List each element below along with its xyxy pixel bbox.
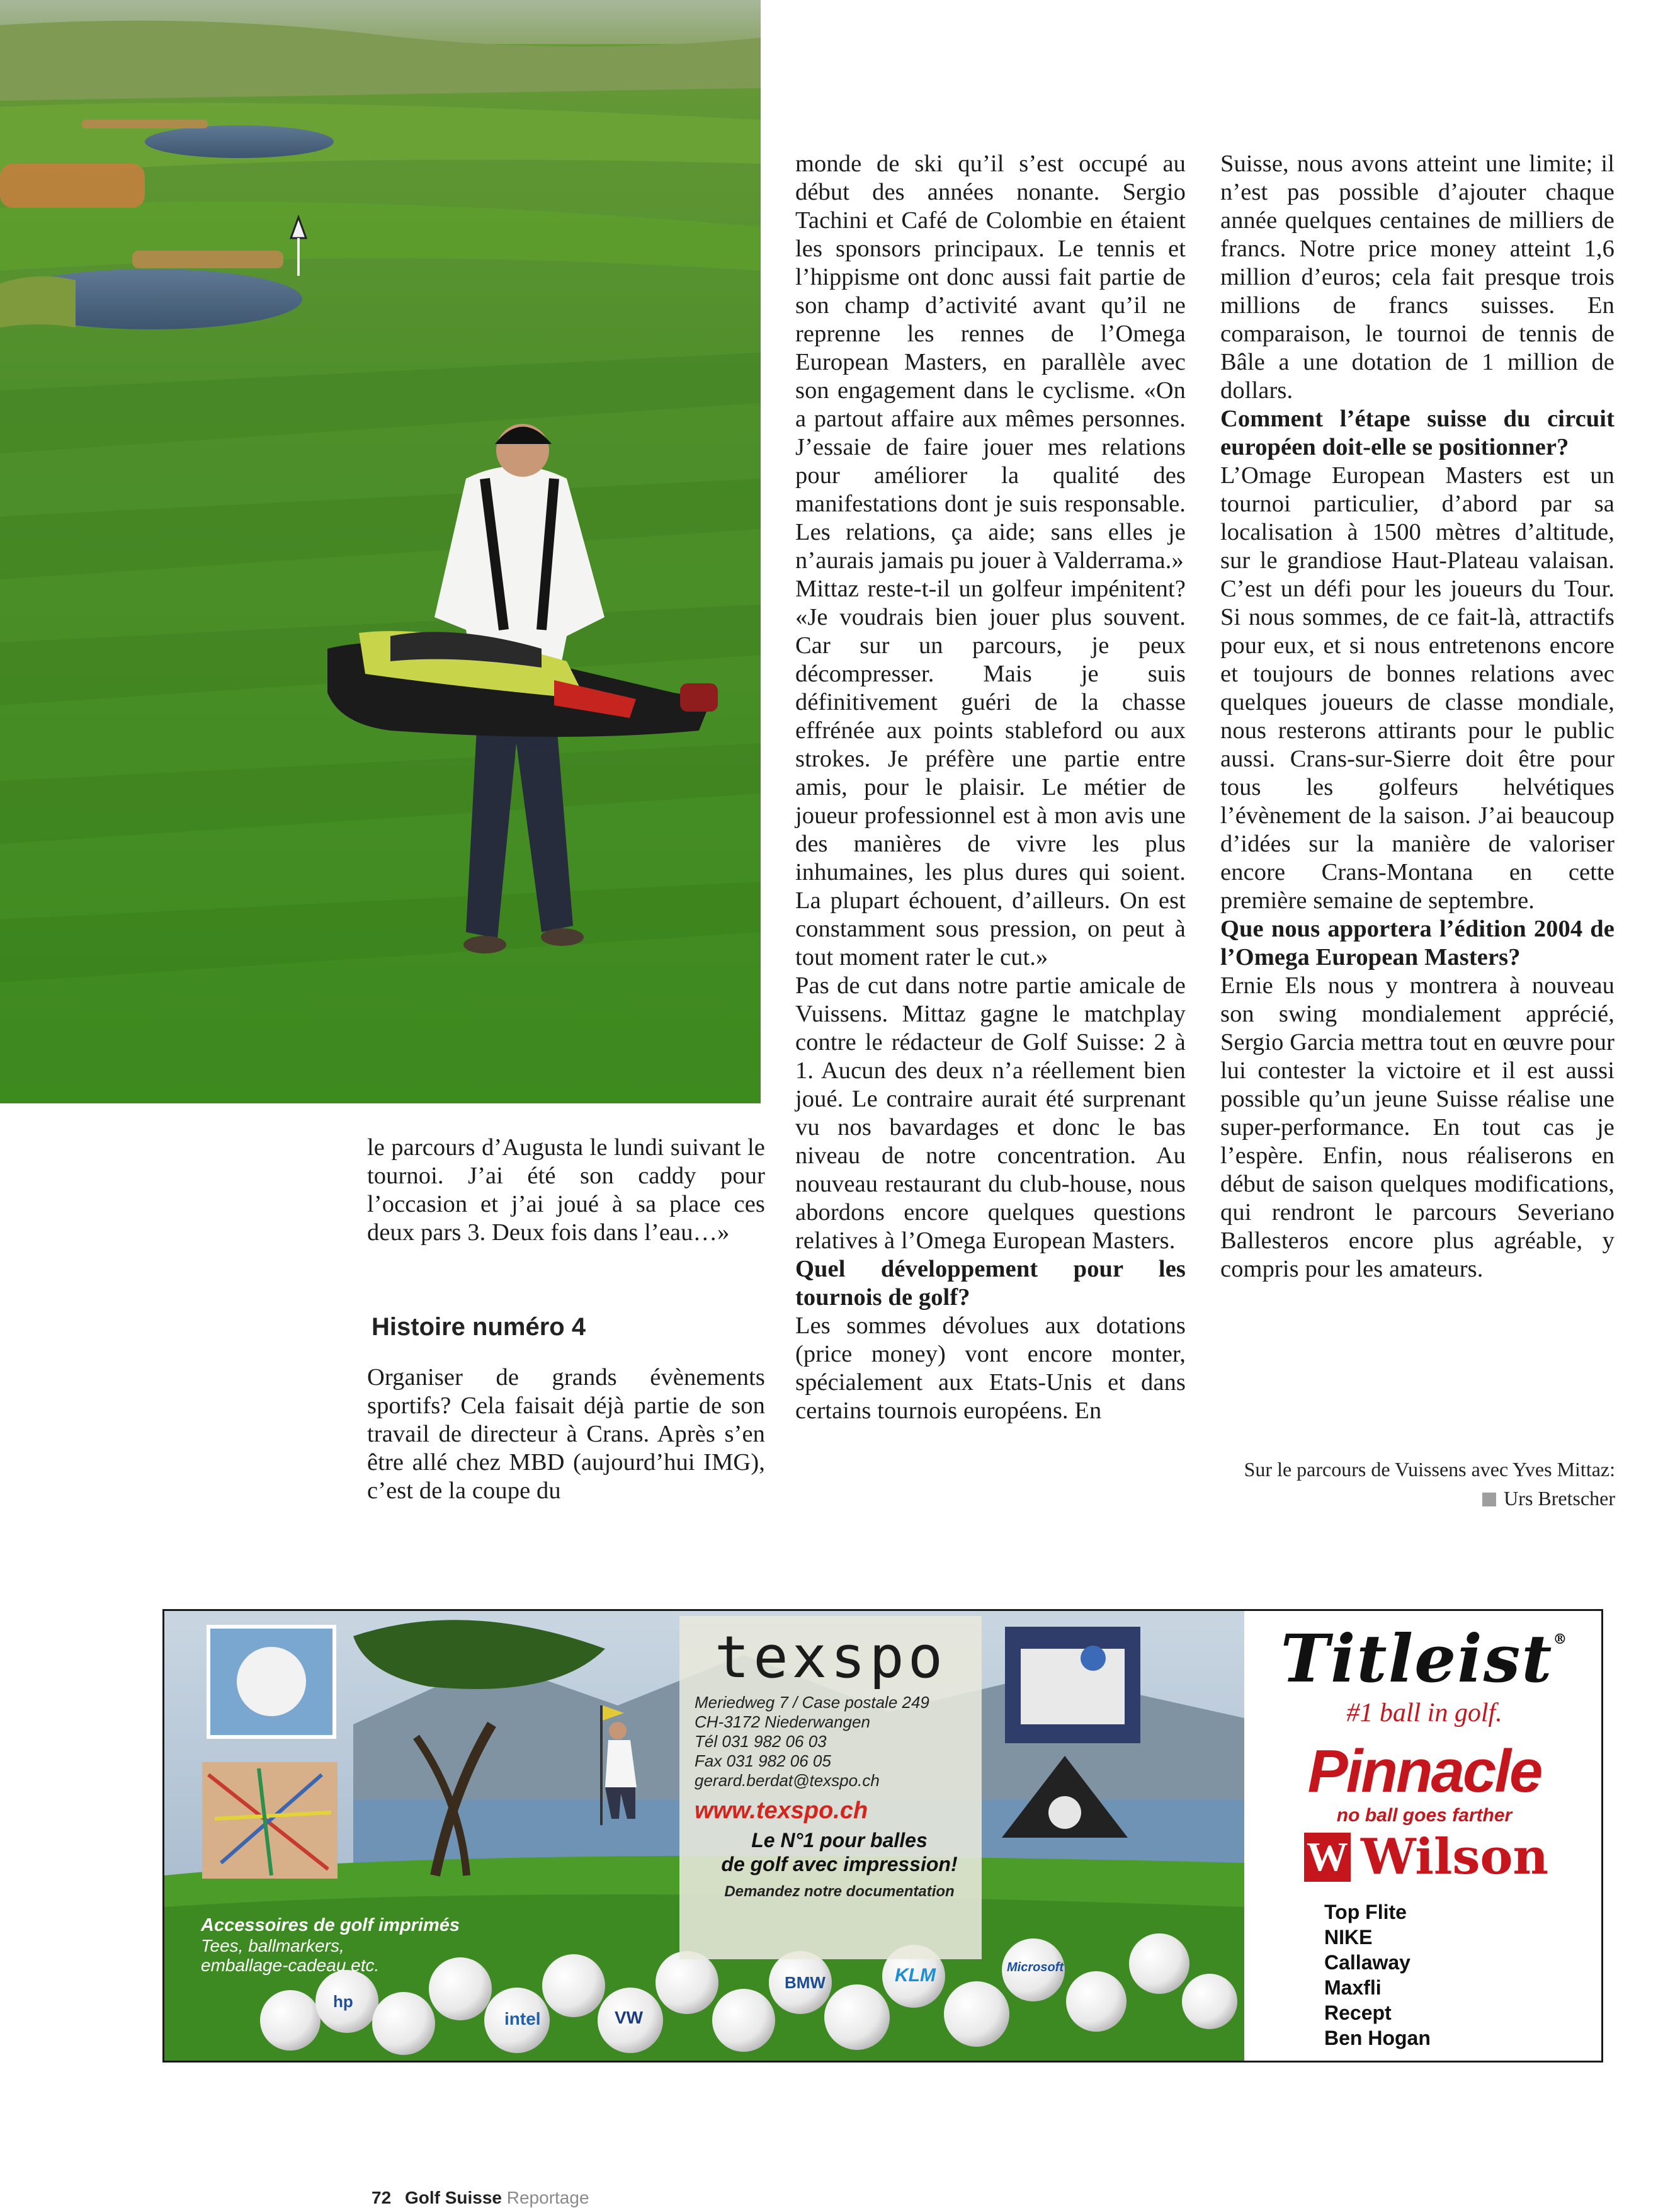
pinnacle-logo: Pinnacle: [1307, 1738, 1541, 1805]
page-footer: [372, 2188, 589, 2208]
photo-caption: [1225, 1455, 1615, 1513]
caption-text: Sur le parcours de Vuissens avec Yves Mittaz:: [1244, 1458, 1615, 1481]
paragraph: Organiser de grands évènements sportifs? Cela faisait déjà partie de son travail de directeur à Crans. Après s’en être allé chez MBD (aujourd’hui IMG), c’est de la coupe du: [367, 1364, 765, 1504]
text-column-2: [795, 150, 1186, 1425]
brand-item: Recept: [1324, 2001, 1392, 2024]
section-name: Reportage: [506, 2188, 589, 2207]
text-column-1-continued: [367, 1363, 765, 1505]
accessories-title: Accessoires de golf imprimés: [201, 1915, 460, 1935]
ball-logo-klm: KLM: [895, 1965, 936, 1986]
brand-item: Ben Hogan: [1324, 2027, 1431, 2049]
accessories-text: [201, 1915, 553, 1975]
paragraph: L’Omage European Masters est un tournoi particulier, d’abord par sa localisation à 1500 mètres d’altitude, sur le grandiose Haut-Plateau valaisan. C’est un défi pour les joueurs du Tour. Si nous sommes, de ce fait-là, attractifs pour eux, et si nous entretenons encore et toujours de bonnes relations avec quelques joueurs de classe mondiale, nous resterons attirants pour le public aussi. Crans-sur-Sierre doit être pour tous les golfeurs helvétiques l’évènement de la saison. J’ai beaucoup d’idées sur la manière de valoriser encore Crans-Montana en cette première semaine de septembre.: [1220, 462, 1615, 914]
ball-logo-microsoft: Microsoft: [1007, 1960, 1064, 1974]
slogan-line: de golf avec impression!: [721, 1853, 958, 1875]
paragraph: Les sommes dévolues aux dotations (price money) vont encore monter, spécialement aux Etats-Unis et dans certains tournois européens. En: [795, 1312, 1186, 1424]
brand-item: Top Flite: [1324, 1901, 1407, 1923]
section-heading: Histoire numéro 4: [372, 1313, 586, 1341]
text-column-3: [1220, 150, 1615, 1283]
registered-mark: ®: [1553, 1631, 1569, 1647]
ball-logo-bmw: BMW: [785, 1973, 826, 1992]
brand-list: [1324, 1899, 1576, 2051]
texspo-address: [695, 1693, 972, 1790]
paragraph: monde de ski qu’il s’est occupé au début des années nonante. Sergio Tachini et Café de Colombie en étaient les sponsors principaux. Le tennis et l’hippisme ont donc aussi fait partie de son champ d’activité avant qu’il ne reprenne les rennes de l’Omega European Masters, en parallèle avec son engagement dans le cyclisme. «On a partout affaire aux mêmes personnes. J’essaie de faire jouer mes relations pour améliorer la qualité des manifestations dont je suis responsable. Les relations, ça aide; sans elles je n’aurais jamais pu jouer à Valderrama.»: [795, 151, 1186, 574]
fax-number: Fax 031 982 06 05: [695, 1751, 831, 1770]
page-number: 72: [372, 2188, 392, 2207]
interview-question: Que nous apportera l’édition 2004 de l’Omega European Masters?: [1220, 916, 1615, 970]
brands-panel: [1247, 1611, 1601, 2061]
ball-logo-intel: intel: [504, 2009, 541, 2029]
paragraph: Suisse, nous avons atteint une limite; il n’est pas possible d’ajouter chaque année quelques centaines de milliers de francs. Notre price money atteint 1,6 million d’euros; cela fait presque trois millions de francs suisses. En comparaison, le tournoi de tennis de Bâle a une dotation de 1 million de dollars.: [1220, 151, 1615, 404]
paragraph: Mittaz reste-t-il un golfeur impénitent? «Je voudrais bien jouer plus souvent. Car sur un parcours, je peux décompresser. Mais je suis définitivement guéri de la chasse effrénée aux points stableford ou aux strokes. Je préfère une partie entre amis, pour le plaisir. Le métier de joueur professionnel est à mon avis une des manières de vivre les plus inhumaines, les plus dures qui soient. La plupart échouent, d’ailleurs. On est constamment sous pression, on peut à tout moment rater le cut.»: [795, 576, 1186, 970]
paragraph: Ernie Els nous y montrera à nouveau son swing mondialement apprécié, Sergio Garcia mettra tout en œuvre pour lui contester la victoire et il est aussi possible qu’un jeune Suisse réalise une super-performance. En tout cas je l’espère. Enfin, nous réaliserons en début de saison quelques modifications, qui rendront le parcours Severiano Ballesteros encore plus agréable, y compris pour les amateurs.: [1220, 972, 1615, 1282]
interview-question: Quel développement pour les tournois de golf?: [795, 1256, 1186, 1311]
phone-number: Tél 031 982 06 03: [695, 1732, 827, 1751]
credit-square-icon: [1482, 1493, 1496, 1506]
email-link[interactable]: gerard.berdat@texspo.ch: [695, 1771, 880, 1790]
texspo-advertisement[interactable]: [162, 1609, 1603, 2063]
brand-item: Callaway: [1324, 1951, 1410, 1974]
documentation-request: Demandez notre documentation: [724, 1883, 955, 1900]
slogan-line: Le N°1 pour balles: [751, 1829, 928, 1852]
brand-item: NIKE: [1324, 1926, 1373, 1949]
photo-credit: [1225, 1484, 1615, 1513]
titleist-tagline: #1 ball in golf.: [1346, 1699, 1502, 1727]
address-line: Meriedweg 7 / Case postale 249: [695, 1693, 929, 1712]
address-line: CH-3172 Niederwangen: [695, 1712, 870, 1731]
wilson-logo: Wilson: [1361, 1828, 1549, 1886]
brand-item: Maxfli: [1324, 1976, 1382, 1999]
texspo-slogan: [695, 1828, 984, 1876]
paragraph: le parcours d’Augusta le lundi suivant le tournoi. J’ai été son caddy pour l’occasion et j’ai joué à sa place ces deux pars 3. Deux fois dans l’eau…»: [367, 1134, 765, 1246]
titleist-wordmark: Titleist: [1280, 1620, 1553, 1697]
accessories-line: Tees, ballmarkers,: [201, 1936, 344, 1955]
titleist-logo: [1247, 1620, 1601, 1697]
accessories-line: emballage-cadeau etc.: [201, 1955, 380, 1975]
ball-logo-hp: hp: [333, 1992, 353, 2011]
pinnacle-tagline: no ball goes farther: [1336, 1805, 1513, 1826]
wilson-w-icon: W: [1304, 1833, 1351, 1882]
golfer-photo: [0, 0, 761, 1103]
texspo-logo: texspo: [714, 1624, 947, 1691]
paragraph: Pas de cut dans notre partie amicale de Vuissens. Mittaz gagne le matchplay contre le rédacteur de Golf Suisse: 2 à 1. Aucun des deux n’a réellement bien joué. Le contraire aurait été surprenant vu nos bavardages et donc le bas niveau de notre concentration. Au nouveau restaurant du club-house, nous abordons encore quelques questions relatives à l’Omega European Masters.: [795, 972, 1186, 1254]
interview-question: Comment l’étape suisse du circuit européen doit-elle se positionner?: [1220, 406, 1615, 460]
text-column-1: [367, 1134, 765, 1247]
website-link[interactable]: www.texspo.ch: [695, 1797, 868, 1824]
magazine-name: Golf Suisse: [404, 2188, 502, 2207]
credit-name: Urs Bretscher: [1504, 1487, 1615, 1510]
ball-logo-vw: VW: [615, 2008, 644, 2027]
